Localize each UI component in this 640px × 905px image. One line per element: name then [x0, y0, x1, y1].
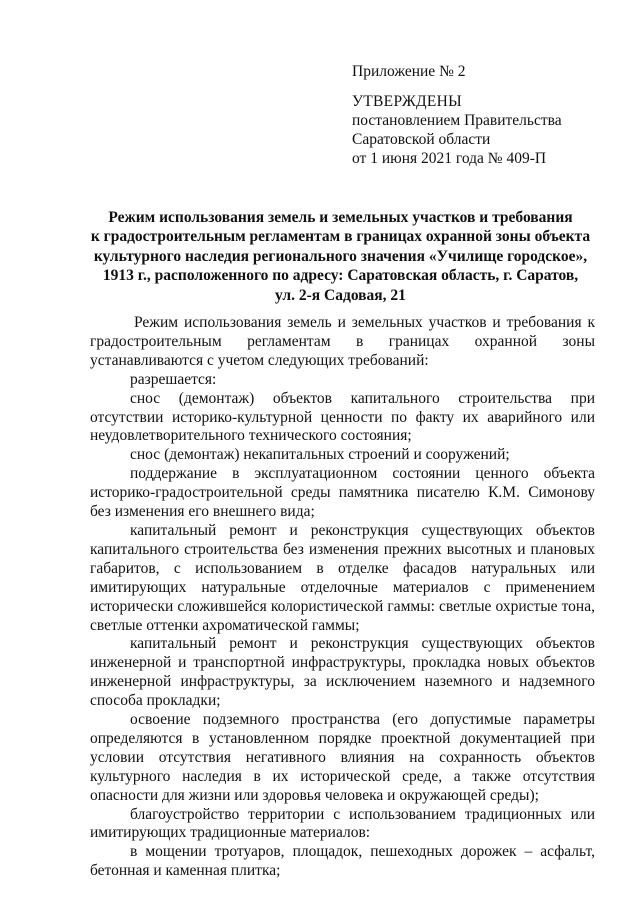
title-line: Режим использования земель и земельных участков и требования — [108, 209, 573, 226]
body-paragraph: снос (демонтаж) объектов капитального строительства при отсутствии историко-культурной ценности по факту их аварийного или неудовлетворительного технического состояния; — [90, 389, 595, 445]
body-paragraph: капитальный ремонт и реконструкция существующих объектов капитального строительства без изменения прежних высотных и плановых габаритов, с использованием в отделке фасадов натуральных или имитирующих натуральные отделочные материалов с применением исторически сложившейся колористической гаммы: светлые охристые тона, светлые оттенки ахроматической гаммы; — [90, 521, 595, 634]
body-paragraph-intro: Режим использования земель и земельных участков и требования к градостроительным регламентам в границах охранной зоны устанавливаются с учетом следующих требований: — [90, 314, 595, 369]
approval-line-1: постановлением Правительства — [352, 112, 562, 129]
document-body — [90, 314, 595, 881]
body-paragraph: в мощении тротуаров, площадок, пешеходных дорожек – асфальт, бетонная и каменная плитка; — [90, 843, 595, 880]
approval-line-3: от 1 июня 2021 года № 409-П — [352, 150, 547, 167]
body-paragraph: снос (демонтаж) некапитальных строений и сооружений; — [130, 446, 510, 464]
body-paragraph: освоение подземного пространства (его допустимые параметры определяются в установленном порядке проектной документацией при условии отсутствия негативного влияния на сохранность объектов культурного наследия в их исторической среде, а также отсутствия опасности для жизни или здоровья человека и окружающей среды); — [90, 711, 595, 804]
approval-block — [352, 62, 602, 168]
appendix-label: Приложение № 2 — [352, 63, 466, 80]
body-paragraph: благоустройство территории с использованием традиционных или имитирующих традиционные материалов: — [90, 805, 595, 842]
approved-heading: УТВЕРЖДЕНЫ — [352, 93, 462, 110]
title-line: культурного наследия регионального значения «Училище городское», — [93, 247, 588, 265]
body-paragraph: поддержание в эксплуатационном состоянии ценного объекта историко-градостроительной среды памятника писателю К.М. Симонову без изменения его внешнего вида; — [90, 465, 595, 521]
approval-line-2: Саратовской области — [352, 131, 491, 148]
document-title — [88, 208, 593, 305]
title-line: к градостроительным регламентам в границах охранной зоны объекта — [90, 228, 591, 246]
body-paragraph: капитальный ремонт и реконструкция существующих объектов инженерной и транспортной инфраструктуры, прокладка новых объектов инженерной инфраструктуры, за исключением наземного и надземного способа прокладки; — [90, 635, 595, 710]
title-line: ул. 2-я Садовая, 21 — [275, 286, 406, 304]
title-line: 1913 г., расположенного по адресу: Саратовская область, г. Саратов, — [102, 267, 579, 285]
body-paragraph-allowed: разрешается: — [130, 370, 217, 388]
